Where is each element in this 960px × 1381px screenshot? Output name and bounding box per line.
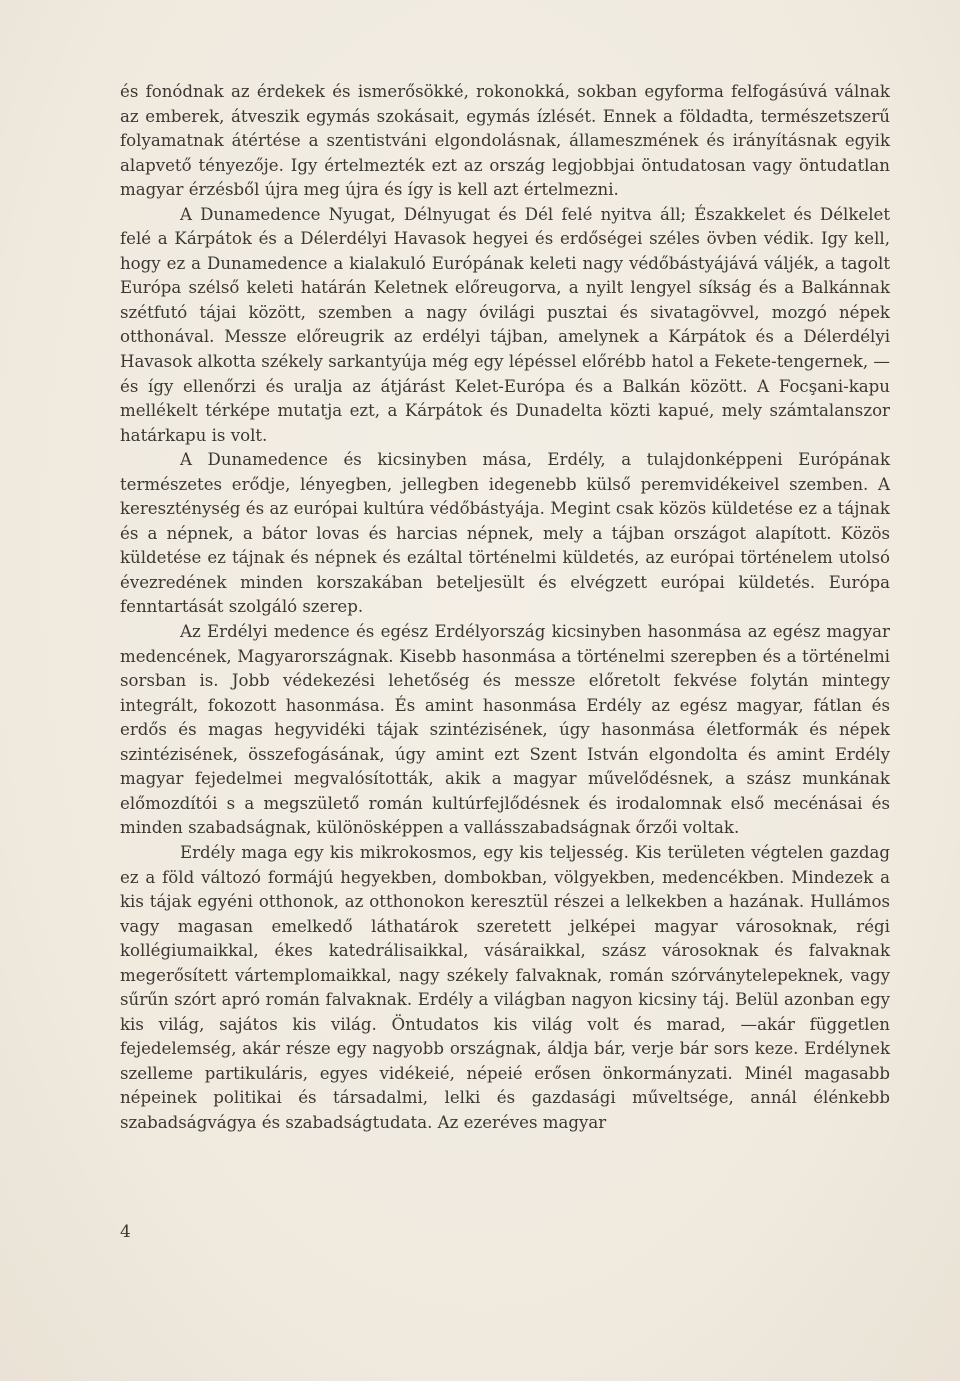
paragraph-2: A Dunamedence Nyugat, Délnyugat és Dél felé nyitva áll; Északkelet és Délkelet felé a Kárpátok és a Délerdélyi Havasok hegyei és erdőségei széles övben védik. Igy kell, hogy ez a Dunamedence a kialakuló Európának keleti nagy védőbástyájává váljék, a tagolt Európa szélső keleti határán Keletnek előreugorva, a nyilt lengyel síkság és a Balkánnak szétfutó tájai között, szemben a nagy óvilági pusztai és sivatagövvel, mozgó népek otthonával. Messze előreugrik az erdélyi tájban, amelynek a Kárpátok és a Délerdélyi Havasok alkotta székely sarkantyúja még egy lépéssel előrébb hatol a Fekete-tengernek, — és így ellenőrzi és uralja az átjárást Kelet-Európa és a Balkán között. A Focşani-kapu mellékelt térképe mutatja ezt, a Kárpátok és Dunadelta közti kapué, mely számtalanszor határkapu is volt.: [120, 204, 890, 445]
page-number: 4: [120, 1222, 131, 1242]
body-text: [120, 80, 890, 1136]
paragraph-3: A Dunamedence és kicsinyben mása, Erdély, a tulajdonképpeni Európának természetes erődje, lényegben, jellegben idegenebb külső peremvidékeivel szemben. A kereszténység és az európai kultúra védőbástyája. Megint csak közös küldetése ez a tájnak és a népnek, a bátor lovas és harcias népnek, mely a tájban országot alapított. Közös küldetése ez tájnak és népnek és ezáltal történelmi küldetés, az európai történelem utolsó évezredének minden korszakában beteljesült és elvégzett európai küldetés. Európa fenntartását szolgáló szerep.: [120, 450, 890, 617]
paragraph-5: Erdély maga egy kis mikrokosmos, egy kis teljesség. Kis területen végtelen gazdag ez a föld változó formájú hegyekben, dombokban, völgyekben, medencékben. Mindezek a kis tájak egyéni otthonok, az otthonokon keresztül részei a lelkekben a hazának. Hullámos vagy magasan emelkedő láthatárok szeretett jelképei magyar városoknak, régi kollégiumaikkal, ékes katedrálisaikkal, vásáraikkal, szász városoknak és falvaknak megerősített vártemplomaikkal, nagy székely falvaknak, román szórványtelepeknek, vagy sűrűn szórt apró román falvaknak. Erdély a világban nagyon kicsiny táj. Belül azonban egy kis világ, sajátos kis világ. Öntudatos kis világ volt és marad, —akár független fejedelemség, akár része egy nagyobb országnak, áldja bár, verje bár sors keze. Erdélynek szelleme partikuláris, egyes vidékeié, népeié erősen önkormányzati. Minél magasabb népeinek politikai és társadalmi, lelki és gazdasági műveltsége, annál élénkebb szabadságvágya és szabadságtudata. Az ezeréves magyar: [120, 842, 890, 1132]
paragraph-1: és fonódnak az érdekek és ismerősökké, rokonokká, sokban egyforma felfogásúvá válnak az emberek, átveszik egymás szokásait, egymás ízlését. Ennek a földadta, természetszerű folyamatnak átértése a szentistváni elgondolásnak, állameszmének és irányításnak egyik alapvető tényezője. Igy értelmezték ezt az ország legjobbjai öntudatosan vagy öntudatlan magyar érzésből újra meg újra és így is kell azt értelmezni.: [120, 82, 890, 200]
paragraph-4: Az Erdélyi medence és egész Erdélyország kicsinyben hasonmása az egész magyar medencének, Magyarországnak. Kisebb hasonmása a történelmi szerepben és a történelmi sorsban is. Jobb védekezési lehetőség és messze előretolt fekvése folytán mintegy integrált, fokozott hasonmása. És amint hasonmása Erdély az egész magyar, fátlan és erdős és magas hegyvidéki tájak szintézisének, úgy hasonmása életformák és népek szintézisének, összefogásának, úgy amint ezt Szent István elgondolta és amint Erdély magyar fejedelmei megvalósították, akik a magyar művelődésnek, a szász munkának előmozdítói s a megszülető román kultúrfejlődésnek és irodalomnak első mecénásai és minden szabadságnak, különösképpen a vallásszabadságnak őrzői voltak.: [120, 622, 890, 838]
